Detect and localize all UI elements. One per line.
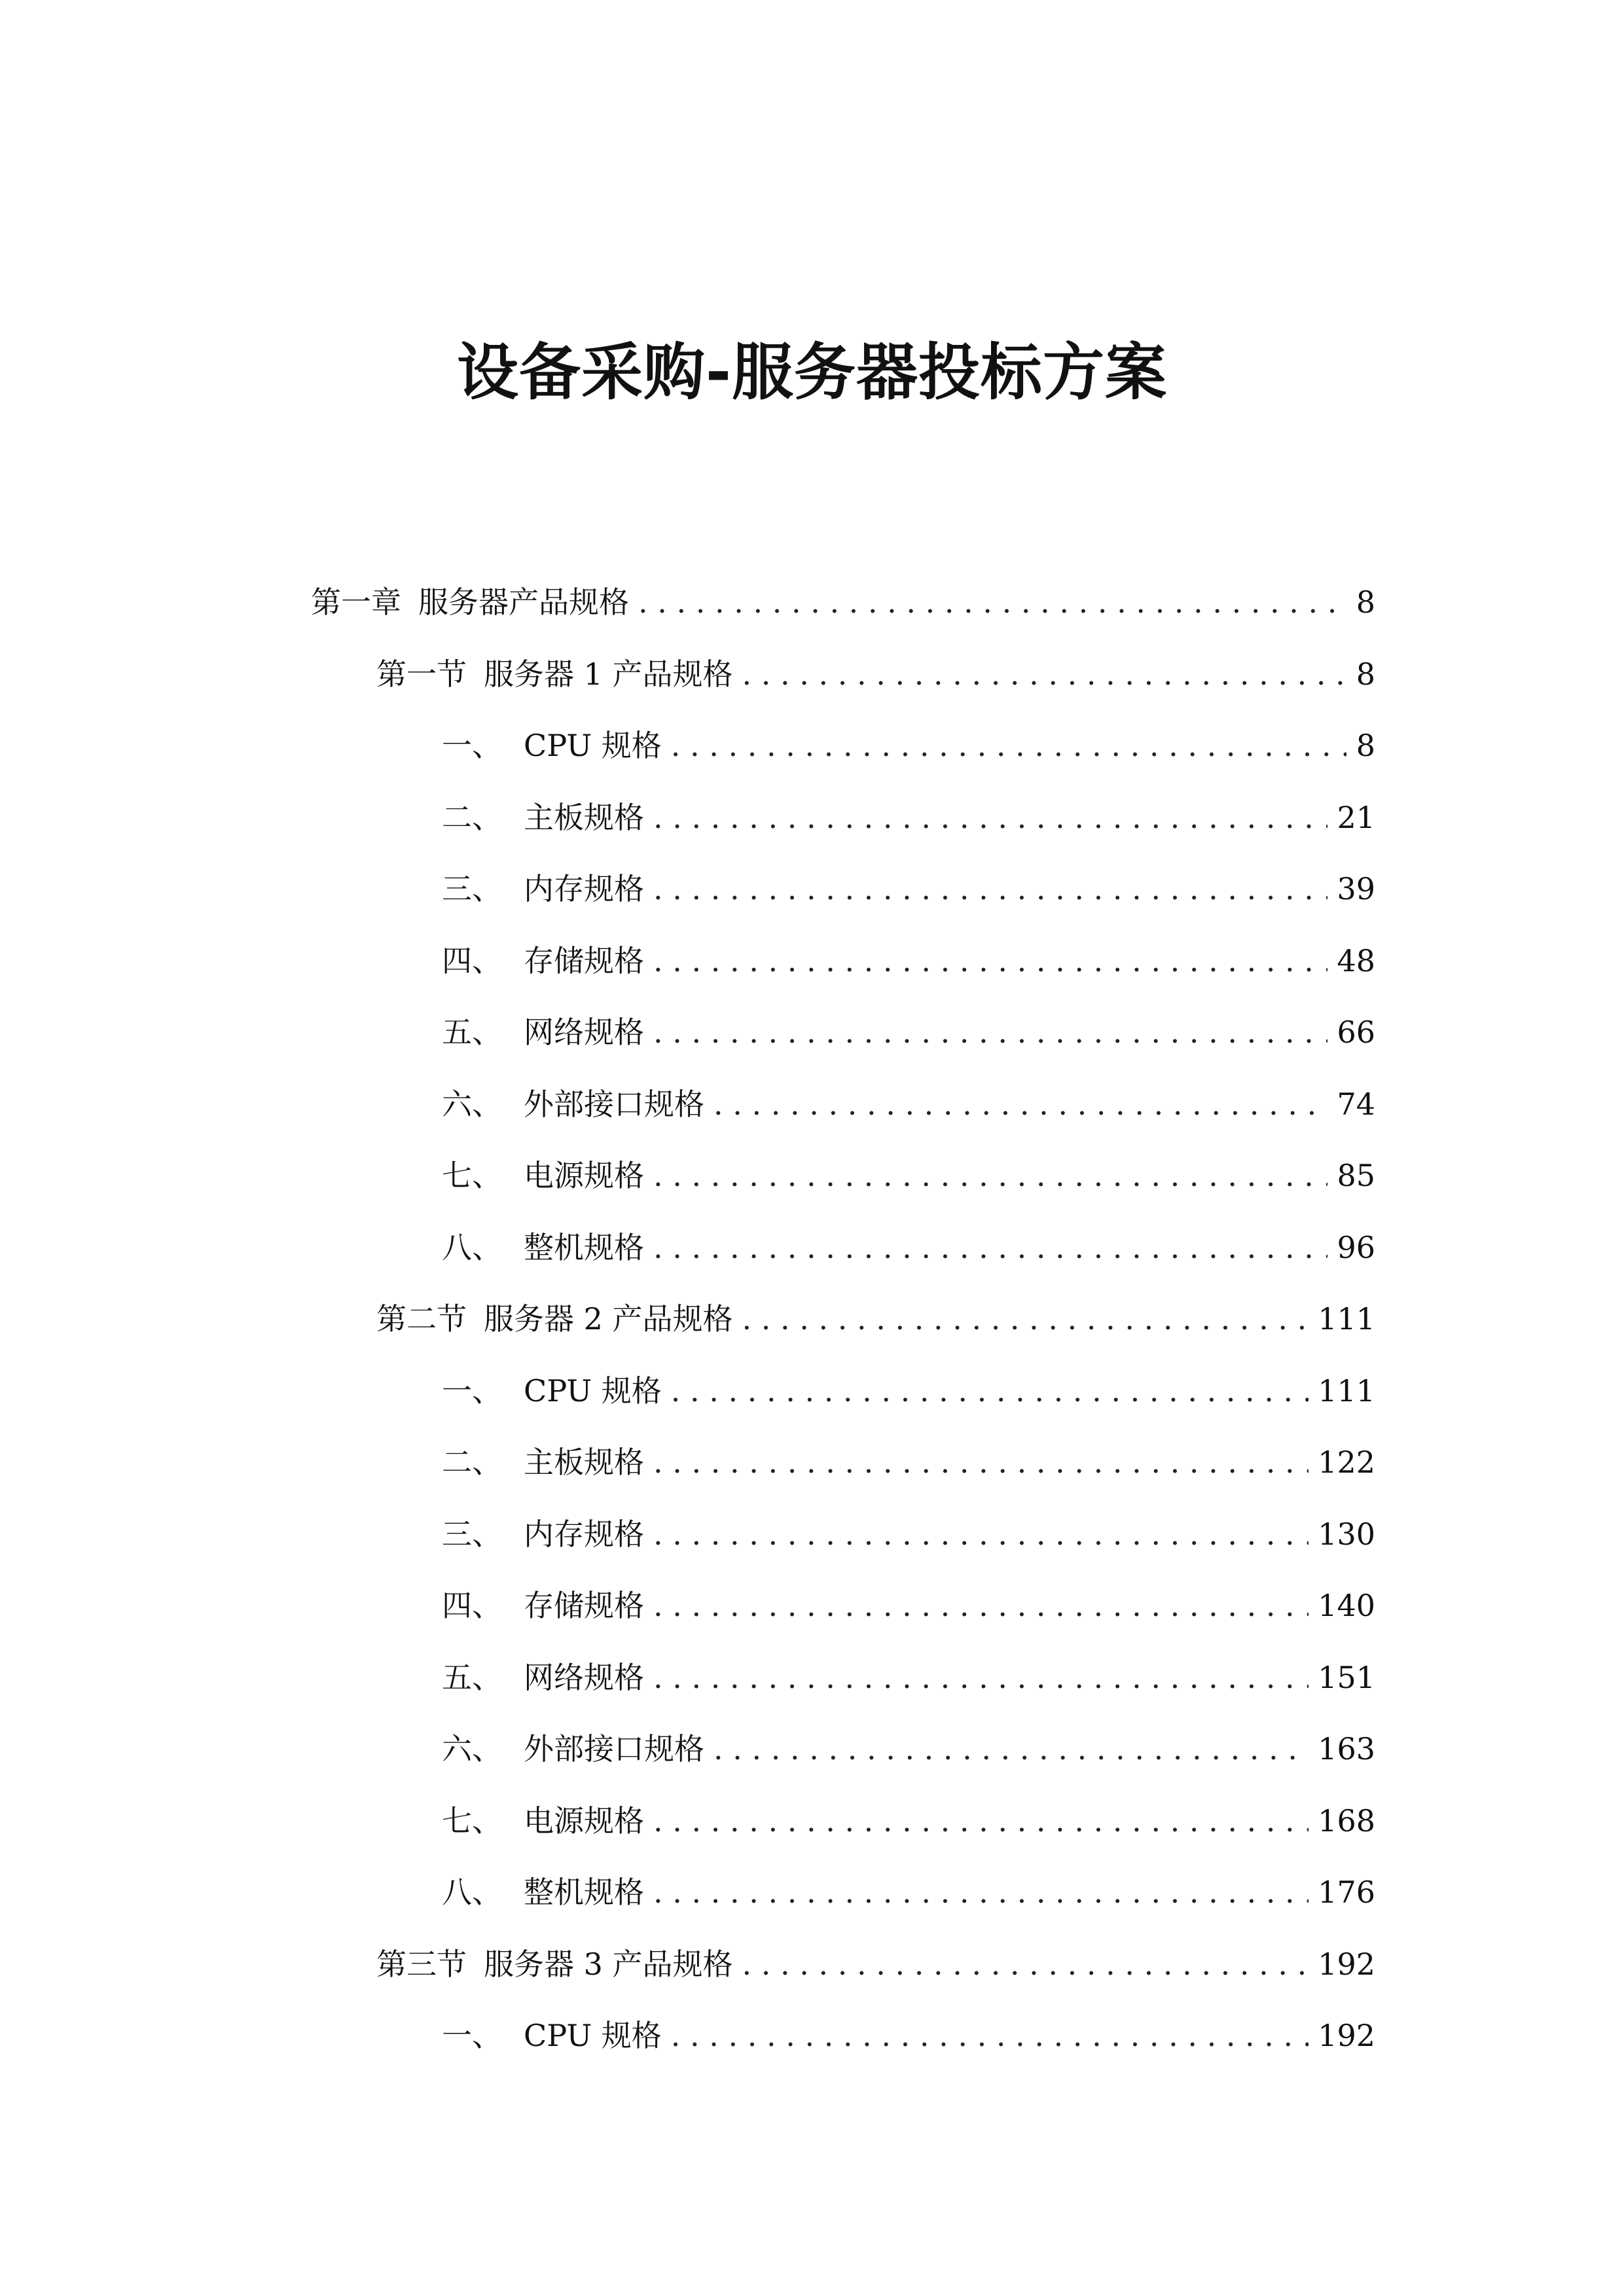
toc-page-number: 192 bbox=[1318, 1946, 1375, 1982]
toc-entry[interactable] bbox=[442, 1579, 1375, 1632]
toc-dot-leader bbox=[653, 935, 1327, 987]
toc-entry-number: 八、 bbox=[442, 1874, 502, 1910]
toc-entry-number: 八、 bbox=[442, 1229, 502, 1265]
toc-entry[interactable] bbox=[442, 1006, 1375, 1058]
toc-entry[interactable] bbox=[442, 719, 1375, 772]
toc-entry-number: 五、 bbox=[442, 1014, 502, 1050]
toc-entry[interactable] bbox=[442, 2009, 1375, 2062]
toc-entry-label: CPU 规格 bbox=[524, 1372, 662, 1408]
toc-entry-number: 第一节 bbox=[376, 656, 467, 692]
toc-entry-label: 外部接口规格 bbox=[524, 1731, 704, 1767]
toc-entry[interactable] bbox=[442, 1795, 1375, 1847]
toc-entry-number: 四、 bbox=[442, 942, 502, 978]
toc-page-number: 192 bbox=[1318, 2018, 1375, 2053]
toc-dot-leader bbox=[653, 1149, 1327, 1202]
toc-entry-label: 电源规格 bbox=[524, 1158, 644, 1193]
toc-dot-leader bbox=[653, 1508, 1308, 1560]
toc-entry[interactable] bbox=[442, 1078, 1375, 1130]
toc-page-number: 74 bbox=[1337, 1086, 1375, 1122]
toc-entry-label: 网络规格 bbox=[524, 1014, 644, 1050]
toc-entry-number: 第二节 bbox=[376, 1301, 467, 1336]
toc-entry[interactable] bbox=[311, 576, 1375, 628]
toc-entry[interactable] bbox=[442, 1221, 1375, 1274]
toc-entry-label: 网络规格 bbox=[524, 1659, 644, 1695]
toc-entry[interactable] bbox=[376, 648, 1375, 700]
toc-entry[interactable] bbox=[376, 1938, 1375, 1990]
toc-page-number: 151 bbox=[1318, 1659, 1375, 1695]
toc-entry-label: CPU 规格 bbox=[524, 2018, 662, 2053]
document-title: 设备采购-服务器投标方案 bbox=[456, 337, 1167, 408]
toc-dot-leader bbox=[653, 1006, 1327, 1058]
toc-entry[interactable] bbox=[442, 1651, 1375, 1704]
toc-page-number: 8 bbox=[1356, 656, 1375, 692]
toc-entry-label: 服务器 3 产品规格 bbox=[484, 1946, 733, 1982]
toc-entry[interactable] bbox=[442, 1149, 1375, 1202]
toc-entry-label: 服务器产品规格 bbox=[418, 584, 629, 620]
toc-entry-label: 服务器 1 产品规格 bbox=[484, 656, 733, 692]
toc-page-number: 163 bbox=[1318, 1731, 1375, 1767]
toc-entry-number: 二、 bbox=[442, 799, 502, 835]
toc-entry-label: 整机规格 bbox=[524, 1874, 644, 1910]
toc-page-number: 85 bbox=[1337, 1158, 1375, 1193]
toc-entry-label: 存储规格 bbox=[524, 1588, 644, 1623]
toc-page-number: 168 bbox=[1318, 1803, 1375, 1839]
toc-entry[interactable] bbox=[442, 863, 1375, 915]
toc-dot-leader bbox=[653, 1221, 1327, 1274]
toc-entry[interactable] bbox=[442, 1365, 1375, 1417]
toc-entry-number: 三、 bbox=[442, 1516, 502, 1552]
toc-page-number: 8 bbox=[1356, 728, 1375, 763]
toc-dot-leader bbox=[653, 1651, 1308, 1704]
toc-dot-leader bbox=[713, 1078, 1327, 1130]
toc-entry[interactable] bbox=[442, 935, 1375, 987]
toc-entry-number: 一、 bbox=[442, 1372, 502, 1408]
toc-entry-number: 三、 bbox=[442, 871, 502, 906]
toc-page-number: 8 bbox=[1356, 584, 1375, 620]
toc-entry[interactable] bbox=[442, 1436, 1375, 1488]
toc-dot-leader bbox=[671, 1365, 1308, 1417]
toc-entry-label: 整机规格 bbox=[524, 1229, 644, 1265]
toc-dot-leader bbox=[653, 1579, 1308, 1632]
toc-entry-number: 二、 bbox=[442, 1444, 502, 1480]
toc-dot-leader bbox=[671, 2009, 1308, 2062]
toc-entry-label: 主板规格 bbox=[524, 799, 644, 835]
toc-page-number: 111 bbox=[1318, 1372, 1375, 1408]
toc-entry-label: 电源规格 bbox=[524, 1803, 644, 1839]
toc-dot-leader bbox=[713, 1723, 1308, 1775]
toc-entry-label: 主板规格 bbox=[524, 1444, 644, 1480]
toc-entry-number: 七、 bbox=[442, 1803, 502, 1839]
toc-dot-leader bbox=[742, 1293, 1309, 1345]
toc-entry-label: 外部接口规格 bbox=[524, 1086, 704, 1122]
toc-entry[interactable] bbox=[442, 1866, 1375, 1918]
toc-entry-number: 第三节 bbox=[376, 1946, 467, 1982]
toc-entry-number: 一、 bbox=[442, 728, 502, 763]
toc-dot-leader bbox=[671, 719, 1346, 772]
toc-page-number: 122 bbox=[1318, 1444, 1375, 1480]
toc-page-number: 140 bbox=[1318, 1588, 1375, 1623]
toc-entry-label: 服务器 2 产品规格 bbox=[484, 1301, 733, 1336]
toc-page-number: 130 bbox=[1318, 1516, 1375, 1552]
toc-dot-leader bbox=[653, 863, 1327, 915]
toc-entry-label: 存储规格 bbox=[524, 942, 644, 978]
toc-page-number: 21 bbox=[1337, 799, 1375, 835]
toc-dot-leader bbox=[653, 1436, 1308, 1488]
toc-entry-label: 内存规格 bbox=[524, 1516, 644, 1552]
toc-dot-leader bbox=[653, 1866, 1308, 1918]
toc-entry-label: 内存规格 bbox=[524, 871, 644, 906]
toc-dot-leader bbox=[653, 1795, 1308, 1847]
toc-entry-number: 六、 bbox=[442, 1086, 502, 1122]
toc-dot-leader bbox=[638, 576, 1346, 628]
toc-entry-number: 五、 bbox=[442, 1659, 502, 1695]
toc-entry[interactable] bbox=[442, 1508, 1375, 1560]
toc-entry-label: CPU 规格 bbox=[524, 728, 662, 763]
toc-dot-leader bbox=[742, 1938, 1309, 1990]
toc-page-number: 176 bbox=[1318, 1874, 1375, 1910]
toc-entry-number: 七、 bbox=[442, 1158, 502, 1193]
toc-dot-leader bbox=[742, 648, 1346, 700]
toc-entry[interactable] bbox=[442, 1723, 1375, 1775]
toc-entry[interactable] bbox=[376, 1293, 1375, 1345]
toc-page-number: 111 bbox=[1318, 1301, 1375, 1336]
toc-entry[interactable] bbox=[442, 791, 1375, 844]
toc-dot-leader bbox=[653, 791, 1327, 844]
toc-page-number: 39 bbox=[1337, 871, 1375, 906]
toc-entry-number: 四、 bbox=[442, 1588, 502, 1623]
toc-page-number: 96 bbox=[1337, 1229, 1375, 1265]
toc-entry-number: 一、 bbox=[442, 2018, 502, 2053]
toc-page-number: 66 bbox=[1337, 1014, 1375, 1050]
toc-page-number: 48 bbox=[1337, 942, 1375, 978]
toc-entry-number: 六、 bbox=[442, 1731, 502, 1767]
toc-entry-number: 第一章 bbox=[311, 584, 401, 620]
